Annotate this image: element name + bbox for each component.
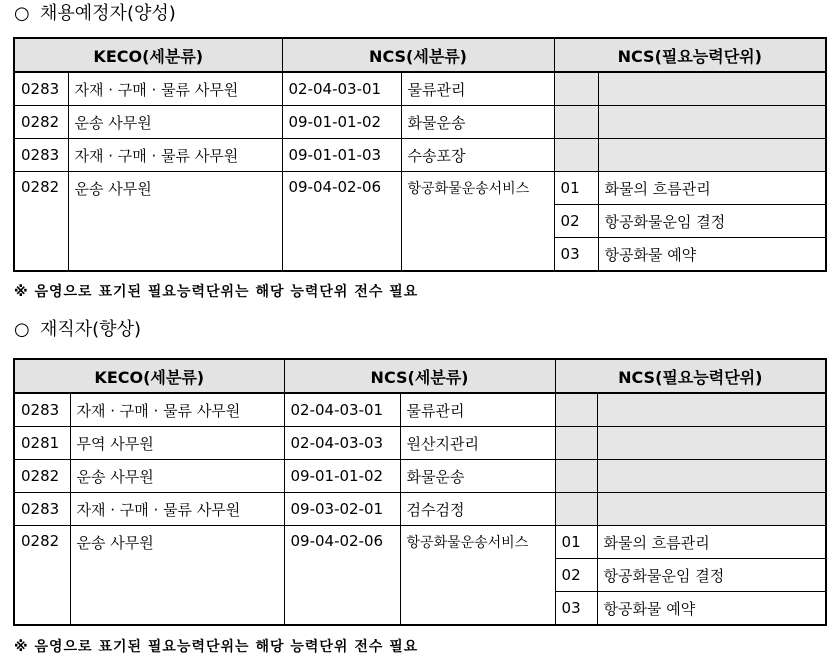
ncs-name: 화물운송: [401, 106, 554, 139]
ncs-table-trainee: [13, 37, 827, 272]
table-row: [14, 393, 826, 427]
table-row: [14, 172, 826, 205]
header-keco: KECO(세분류): [14, 38, 282, 72]
unit-name-empty: [598, 106, 826, 139]
unit-num: 03: [554, 238, 598, 272]
ncs-code: 02-04-03-01: [282, 72, 401, 106]
section-title-text: 채용예정자(양성): [40, 3, 176, 24]
unit-num: 01: [555, 526, 597, 559]
keco-code: 0283: [14, 72, 68, 106]
unit-num-empty: [554, 72, 598, 106]
unit-name-empty: [598, 139, 826, 172]
ncs-code: 02-04-03-01: [284, 393, 400, 427]
ncs-name: 수송포장: [401, 139, 554, 172]
ncs-name: 항공화물운송서비스: [401, 172, 554, 272]
keco-name: 운송 사무원: [68, 172, 282, 272]
shading-note: ※ 음영으로 표기된 필요능력단위는 해당 능력단위 전수 필요: [14, 284, 419, 300]
ncs-name: 물류관리: [401, 72, 554, 106]
keco-name: 무역 사무원: [70, 427, 284, 460]
unit-num-empty: [554, 139, 598, 172]
unit-num-empty: [555, 493, 597, 526]
unit-num-empty: [555, 460, 597, 493]
keco-name: 자재 · 구매 · 물류 사무원: [68, 72, 282, 106]
ncs-code: 09-01-01-02: [284, 460, 400, 493]
unit-name-empty: [597, 393, 826, 427]
circle-bullet-icon: ○: [14, 3, 30, 24]
keco-code: 0282: [14, 106, 68, 139]
table-row: [14, 72, 826, 106]
ncs-code: 02-04-03-03: [284, 427, 400, 460]
ncs-name: 원산지관리: [400, 427, 555, 460]
keco-code: 0281: [14, 427, 70, 460]
unit-name: 항공화물운임 결정: [597, 559, 826, 592]
ncs-code: 09-04-02-06: [284, 526, 400, 626]
unit-num-empty: [555, 393, 597, 427]
keco-name: 운송 사무원: [68, 106, 282, 139]
unit-num: 03: [555, 592, 597, 626]
header-keco: KECO(세분류): [14, 359, 284, 393]
unit-num: 02: [555, 559, 597, 592]
ncs-name: 물류관리: [400, 393, 555, 427]
unit-num-empty: [554, 106, 598, 139]
section-title-text: 재직자(향상): [40, 319, 141, 340]
unit-name-empty: [598, 72, 826, 106]
circle-bullet-icon: ○: [14, 319, 30, 340]
unit-name-empty: [597, 493, 826, 526]
keco-code: 0282: [14, 460, 70, 493]
ncs-code: 09-04-02-06: [282, 172, 401, 272]
header-ncs: NCS(세분류): [282, 38, 554, 72]
ncs-code: 09-01-01-02: [282, 106, 401, 139]
table-row: [14, 526, 826, 559]
table-row: [14, 493, 826, 526]
keco-name: 자재 · 구매 · 물류 사무원: [68, 139, 282, 172]
table-row: [14, 460, 826, 493]
table-row: [14, 106, 826, 139]
ncs-table-employee: [13, 358, 827, 626]
keco-code: 0283: [14, 393, 70, 427]
unit-name-empty: [597, 427, 826, 460]
unit-num-empty: [555, 427, 597, 460]
section-title-employee: [14, 319, 141, 341]
keco-name: 운송 사무원: [70, 460, 284, 493]
unit-name: 항공화물 예약: [597, 592, 826, 626]
header-ncs: NCS(세분류): [284, 359, 555, 393]
header-ncs-unit: NCS(필요능력단위): [554, 38, 826, 72]
unit-num: 02: [554, 205, 598, 238]
unit-name-empty: [597, 460, 826, 493]
unit-name: 화물의 흐름관리: [597, 526, 826, 559]
unit-name: 항공화물운임 결정: [598, 205, 826, 238]
ncs-name: 검수검정: [400, 493, 555, 526]
keco-code: 0283: [14, 139, 68, 172]
table-header-row: [14, 359, 826, 393]
keco-name: 자재 · 구매 · 물류 사무원: [70, 393, 284, 427]
section-title-trainee: [14, 3, 176, 25]
table-row: [14, 139, 826, 172]
ncs-code: 09-03-02-01: [284, 493, 400, 526]
unit-name: 화물의 흐름관리: [598, 172, 826, 205]
table-row: [14, 427, 826, 460]
unit-num: 01: [554, 172, 598, 205]
keco-name: 자재 · 구매 · 물류 사무원: [70, 493, 284, 526]
keco-code: 0282: [14, 526, 70, 626]
unit-name: 항공화물 예약: [598, 238, 826, 272]
table-header-row: [14, 38, 826, 72]
ncs-code: 09-01-01-03: [282, 139, 401, 172]
keco-name: 운송 사무원: [70, 526, 284, 626]
ncs-name: 화물운송: [400, 460, 555, 493]
header-ncs-unit: NCS(필요능력단위): [555, 359, 826, 393]
keco-code: 0283: [14, 493, 70, 526]
shading-note: ※ 음영으로 표기된 필요능력단위는 해당 능력단위 전수 필요: [14, 639, 419, 655]
ncs-name: 항공화물운송서비스: [400, 526, 555, 626]
keco-code: 0282: [14, 172, 68, 272]
